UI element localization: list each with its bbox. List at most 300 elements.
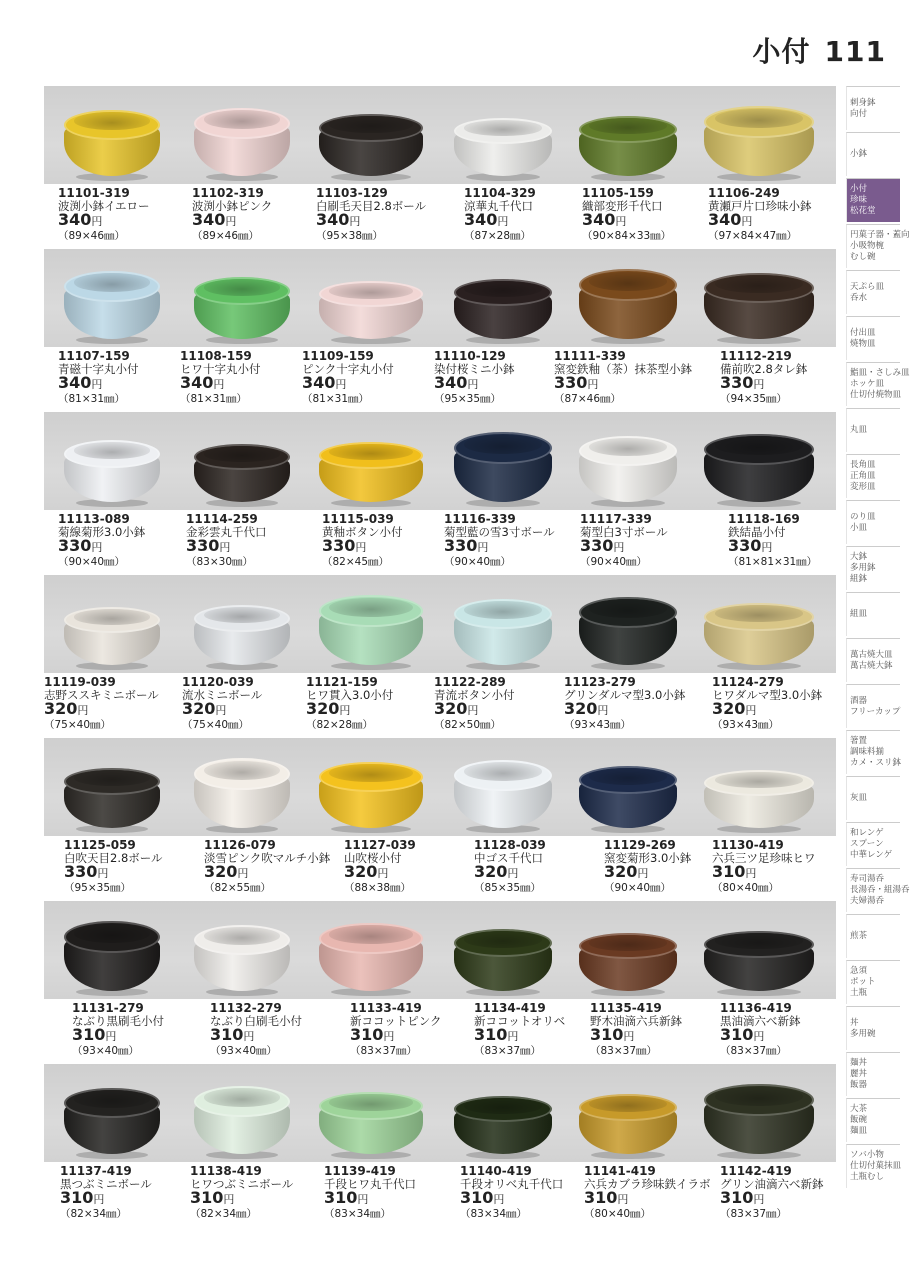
sidebar-tab-label: 多用鉢 — [850, 563, 876, 573]
product-code: 11116-339 — [444, 512, 516, 526]
sidebar-tab-label: 麺皿 — [850, 1126, 868, 1136]
bowl-rim — [704, 770, 814, 796]
sidebar-tab-label: 変形皿 — [850, 482, 876, 492]
bowl-image — [64, 921, 160, 991]
product-code: 11140-419 — [460, 1164, 532, 1178]
bowl-inside — [715, 109, 803, 128]
product-name: 鉄結晶小付 — [728, 524, 786, 539]
sidebar-tab-label: 長湯呑・組湯呑 — [850, 885, 910, 895]
sidebar-tab[interactable] — [846, 960, 900, 1004]
product-info — [580, 513, 668, 568]
photo-band — [44, 86, 836, 184]
bowl-image — [64, 1088, 160, 1154]
product-size: （81×81×31㎜） — [728, 556, 818, 568]
product-name: なぶり黒刷毛小付 — [72, 1013, 164, 1028]
product-name: 新ココットピンク — [350, 1013, 442, 1028]
product-name: 窯変菊形3.0小鉢 — [604, 850, 692, 865]
product-code: 11118-169 — [728, 512, 800, 526]
product-price — [474, 864, 546, 882]
bowl-image — [704, 603, 814, 665]
price-value: 330 — [186, 536, 220, 555]
bowl-inside — [204, 279, 281, 296]
product-size: （87×46㎜） — [554, 393, 622, 405]
product-size: （83×30㎜） — [186, 556, 254, 568]
product-info-row — [44, 184, 836, 249]
price-unit: 円 — [615, 215, 627, 228]
sidebar-tab[interactable] — [846, 822, 900, 866]
product-size: （90×40㎜） — [580, 556, 648, 568]
bowl-image — [64, 271, 160, 339]
product-size: （94×35㎜） — [720, 393, 788, 405]
sidebar-tab[interactable] — [846, 132, 900, 176]
price-value: 320 — [564, 699, 598, 718]
sidebar-tab[interactable] — [846, 270, 900, 314]
product-code: 11119-039 — [44, 675, 116, 689]
product-code: 11103-129 — [316, 186, 388, 200]
product-info — [322, 513, 403, 568]
product-info — [720, 1002, 801, 1057]
price-unit: 円 — [91, 541, 103, 554]
bowl-inside — [329, 764, 412, 782]
product-size: （83×34㎜） — [460, 1208, 528, 1220]
sidebar-tab[interactable] — [846, 684, 900, 728]
bowl-image — [704, 273, 814, 339]
product-code: 11115-039 — [322, 512, 394, 526]
bowl-image — [64, 110, 160, 176]
product-price — [60, 1190, 152, 1208]
bowl-inside — [464, 435, 542, 454]
sidebar-tab-label: 酒器 — [850, 695, 868, 706]
price-value: 320 — [306, 699, 340, 718]
bowl-inside — [204, 446, 281, 462]
product-info-row — [44, 673, 836, 738]
bowl-image — [194, 758, 290, 828]
product-info — [182, 676, 262, 731]
product-price — [564, 701, 685, 719]
price-value: 310 — [590, 1025, 624, 1044]
product-info — [204, 839, 330, 894]
product-info — [72, 1002, 164, 1057]
product-name: 中ゴス千代口 — [474, 850, 543, 865]
product-code: 11110-129 — [434, 349, 506, 363]
sidebar-tab-label: 円菓子器・蓋向 — [850, 230, 910, 240]
product-code: 11133-419 — [350, 1001, 422, 1015]
price-unit: 円 — [105, 1030, 117, 1043]
product-name: 千段オリベ丸千代口 — [460, 1176, 564, 1191]
sidebar-tab-label: 組皿 — [850, 609, 868, 619]
sidebar-tab[interactable] — [846, 914, 900, 958]
price-value: 320 — [474, 862, 508, 881]
product-price — [344, 864, 416, 882]
product-info — [554, 350, 692, 405]
product-size: （83×37㎜） — [720, 1045, 788, 1057]
price-unit: 円 — [93, 1193, 105, 1206]
product-price — [210, 1027, 302, 1045]
product-price — [712, 701, 822, 719]
product-row — [44, 249, 836, 412]
category-index-tabs — [846, 86, 910, 1190]
photo-band — [44, 1064, 836, 1162]
product-code: 11128-039 — [474, 838, 546, 852]
price-unit: 円 — [467, 704, 479, 717]
price-value: 330 — [322, 536, 356, 555]
bowl-image — [64, 607, 160, 665]
bowl-image — [454, 1096, 552, 1154]
product-price — [350, 1027, 442, 1045]
bowl-image — [579, 436, 677, 502]
sidebar-tab[interactable] — [846, 454, 900, 498]
bowl-inside — [715, 1087, 803, 1106]
sidebar-tab[interactable] — [846, 178, 900, 222]
product-price — [728, 538, 817, 556]
bowl-image — [579, 766, 677, 828]
product-code: 11123-279 — [564, 675, 636, 689]
price-unit: 円 — [477, 541, 489, 554]
sidebar-tab[interactable] — [846, 500, 900, 544]
price-value: 310 — [720, 1025, 754, 1044]
product-name: グリンダルマ型3.0小鉢 — [564, 687, 686, 702]
price-unit: 円 — [753, 1030, 765, 1043]
bowl-image — [194, 1086, 290, 1154]
bowl-image — [319, 923, 423, 991]
product-size: （82×34㎜） — [190, 1208, 258, 1220]
price-value: 340 — [464, 210, 498, 229]
product-info-row — [44, 347, 836, 412]
bowl-rim — [579, 116, 677, 143]
bowl-rim — [194, 108, 290, 139]
sidebar-tab-label: 向付 — [850, 108, 868, 119]
product-name: ヒワつぶミニボール — [190, 1176, 294, 1191]
product-price — [590, 1027, 682, 1045]
product-size: （93×40㎜） — [210, 1045, 278, 1057]
bowl-rim — [194, 925, 290, 955]
sidebar-tab[interactable] — [846, 592, 900, 636]
product-price — [58, 538, 145, 556]
product-size: （97×84×47㎜） — [708, 230, 798, 242]
bowl-rim — [454, 279, 552, 306]
product-code: 11130-419 — [712, 838, 784, 852]
product-price — [720, 1027, 801, 1045]
product-size: （75×40㎜） — [182, 719, 250, 731]
product-size: （90×40㎜） — [604, 882, 672, 894]
product-info — [474, 1002, 565, 1057]
product-code: 11111-339 — [554, 349, 626, 363]
price-unit: 円 — [507, 1030, 519, 1043]
price-value: 320 — [344, 862, 378, 881]
sidebar-tab[interactable] — [846, 86, 900, 130]
photo-band — [44, 575, 836, 673]
price-value: 310 — [72, 1025, 106, 1044]
product-name: 波渕小鉢イエロー — [58, 198, 150, 213]
product-name: 淡雪ピンク吹マルチ小鉢 — [204, 850, 331, 865]
bowl-inside — [74, 1090, 151, 1108]
bowl-rim — [194, 1086, 290, 1117]
price-value: 320 — [604, 862, 638, 881]
sidebar-tab[interactable] — [846, 730, 900, 774]
bowl-inside — [715, 772, 803, 788]
product-size: （83×34㎜） — [324, 1208, 392, 1220]
bowl-inside — [464, 601, 542, 619]
bowl-rim — [64, 271, 160, 302]
product-code: 11104-329 — [464, 186, 536, 200]
product-price — [720, 375, 807, 393]
product-row — [44, 575, 836, 738]
bowl-rim — [579, 933, 677, 959]
bowl-inside — [329, 925, 412, 944]
product-code: 11107-159 — [58, 349, 130, 363]
bowl-rim — [194, 277, 290, 305]
sidebar-tab[interactable] — [846, 1098, 900, 1142]
bowl-inside — [589, 935, 667, 951]
sidebar-tab[interactable] — [846, 638, 900, 682]
product-size: （82×50㎜） — [434, 719, 502, 731]
sidebar-tab[interactable] — [846, 546, 900, 590]
product-price — [434, 375, 515, 393]
sidebar-tab-label: 小鉢 — [850, 149, 868, 159]
sidebar-tab[interactable] — [846, 776, 900, 820]
sidebar-tab[interactable] — [846, 1144, 900, 1188]
product-row — [44, 901, 836, 1064]
price-unit: 円 — [223, 1193, 235, 1206]
product-price — [604, 864, 691, 882]
product-code: 11142-419 — [720, 1164, 792, 1178]
product-info — [590, 1002, 682, 1057]
product-catalog — [44, 86, 836, 1227]
product-info — [720, 1165, 824, 1220]
price-unit: 円 — [219, 541, 231, 554]
price-unit: 円 — [741, 215, 753, 228]
product-code: 11113-089 — [58, 512, 130, 526]
product-price — [582, 212, 671, 230]
sidebar-tab-label: 小吸物椀 — [850, 241, 885, 251]
product-price — [58, 212, 150, 230]
bowl-inside — [464, 762, 542, 781]
product-code: 11127-039 — [344, 838, 416, 852]
product-info-row — [44, 836, 836, 901]
sidebar-tab-label: 天ぷら皿 — [850, 281, 885, 292]
photo-band — [44, 738, 836, 836]
price-value: 310 — [60, 1188, 94, 1207]
price-value: 310 — [350, 1025, 384, 1044]
sidebar-tab-label: 大鉢 — [850, 552, 868, 562]
product-info-row — [44, 999, 836, 1064]
product-info — [60, 1165, 152, 1220]
bowl-rim — [454, 118, 552, 144]
product-size: （85×35㎜） — [474, 882, 542, 894]
product-info — [564, 676, 685, 731]
bowl-image — [704, 770, 814, 828]
product-info — [720, 350, 807, 405]
product-name: グリン油滴六べ新鉢 — [720, 1176, 824, 1191]
price-unit: 円 — [745, 704, 757, 717]
sidebar-tab-label: 焼物皿 — [850, 338, 876, 349]
sidebar-tab-label: 土瓶 — [850, 988, 868, 998]
product-size: （82×28㎜） — [306, 719, 374, 731]
price-unit: 円 — [497, 215, 509, 228]
product-code: 11138-419 — [190, 1164, 262, 1178]
product-info — [444, 513, 555, 568]
product-info — [58, 187, 150, 242]
price-value: 330 — [64, 862, 98, 881]
sidebar-tab[interactable] — [846, 224, 910, 268]
price-value: 310 — [460, 1188, 494, 1207]
sidebar-tab-label: 萬古焼大鉢 — [850, 660, 893, 671]
sidebar-tab-label: 和レンゲ — [850, 828, 884, 838]
product-code: 11122-289 — [434, 675, 506, 689]
sidebar-tab[interactable] — [846, 316, 900, 360]
bowl-image — [454, 760, 552, 828]
product-info-row — [44, 1162, 836, 1227]
sidebar-tab-label: 萬古焼大皿 — [850, 649, 893, 660]
price-unit: 円 — [623, 1030, 635, 1043]
product-code: 11121-159 — [306, 675, 378, 689]
sidebar-tab-label: 呑水 — [850, 292, 868, 303]
bowl-inside — [715, 933, 803, 949]
price-value: 310 — [712, 862, 746, 881]
price-value: 310 — [474, 1025, 508, 1044]
price-unit: 円 — [507, 867, 519, 880]
product-info — [210, 1002, 302, 1057]
sidebar-tab-label: 鮨皿・さしみ皿 — [850, 368, 910, 378]
product-price — [584, 1190, 711, 1208]
bowl-image — [194, 444, 290, 502]
price-unit: 円 — [377, 867, 389, 880]
product-price — [322, 538, 403, 556]
product-name: 黄釉ボタン小付 — [322, 524, 403, 539]
sidebar-tab[interactable] — [846, 868, 910, 912]
bowl-rim — [454, 760, 552, 791]
product-code: 11132-279 — [210, 1001, 282, 1015]
product-info — [434, 676, 515, 731]
sidebar-tab[interactable] — [846, 408, 900, 452]
bowl-inside — [589, 118, 667, 134]
product-price — [58, 375, 139, 393]
product-info — [58, 350, 139, 405]
price-value: 310 — [210, 1025, 244, 1044]
product-price — [192, 212, 272, 230]
price-value: 340 — [180, 373, 214, 392]
sidebar-tab-label: 箸置 — [850, 736, 868, 746]
product-price — [460, 1190, 563, 1208]
sidebar-tab[interactable] — [846, 362, 910, 406]
sidebar-tab[interactable] — [846, 1052, 900, 1096]
sidebar-tab-label: 大茶 — [850, 1104, 868, 1114]
sidebar-tab-label: 丸皿 — [850, 425, 868, 435]
product-size: （93×43㎜） — [712, 719, 780, 731]
product-size: （82×34㎜） — [60, 1208, 128, 1220]
product-price — [464, 212, 536, 230]
price-unit: 円 — [753, 378, 765, 391]
product-name: 六兵カブラ珍味鉄イラボ — [584, 1176, 711, 1191]
product-size: （83×37㎜） — [474, 1045, 542, 1057]
product-price — [554, 375, 692, 393]
product-name: 波渕小鉢ピンク — [192, 198, 273, 213]
price-unit: 円 — [225, 215, 237, 228]
product-price — [180, 375, 261, 393]
product-info — [190, 1165, 293, 1220]
product-info — [316, 187, 426, 242]
product-name: 白吹天目2.8ボール — [64, 850, 163, 865]
product-name: 志野ススキミニボール — [44, 687, 159, 702]
sidebar-tab-label: 付出皿 — [850, 327, 876, 338]
bowl-image — [319, 442, 423, 502]
bowl-image — [454, 929, 552, 991]
bowl-inside — [464, 1098, 542, 1114]
sidebar-tab-label: 小付 — [850, 184, 868, 194]
price-value: 320 — [182, 699, 216, 718]
product-size: （83×37㎜） — [720, 1208, 788, 1220]
price-value: 340 — [434, 373, 468, 392]
product-name: 染付桜ミニ小鉢 — [434, 361, 515, 376]
product-code: 11134-419 — [474, 1001, 546, 1015]
bowl-rim — [704, 273, 814, 303]
bowl-inside — [204, 1088, 281, 1107]
price-unit: 円 — [91, 215, 103, 228]
product-name: 涼華丸千代口 — [464, 198, 533, 213]
product-price — [44, 701, 159, 719]
bowl-inside — [329, 1094, 412, 1111]
price-unit: 円 — [597, 704, 609, 717]
product-info — [464, 187, 536, 242]
bowl-image — [319, 595, 423, 665]
bowl-rim — [319, 595, 423, 627]
product-info — [324, 1165, 416, 1220]
price-value: 320 — [204, 862, 238, 881]
product-code: 11112-219 — [720, 349, 792, 363]
price-value: 340 — [582, 210, 616, 229]
product-code: 11135-419 — [590, 1001, 662, 1015]
product-code: 11129-269 — [604, 838, 676, 852]
sidebar-tab-label: 調味料揃 — [850, 747, 885, 757]
product-name: 黄瀬戸片口珍味小鉢 — [708, 198, 812, 213]
product-code: 11139-419 — [324, 1164, 396, 1178]
bowl-inside — [204, 927, 281, 945]
bowl-rim — [64, 768, 160, 795]
bowl-rim — [454, 599, 552, 629]
product-code: 11117-339 — [580, 512, 652, 526]
price-unit: 円 — [349, 215, 361, 228]
bowl-image — [194, 925, 290, 991]
price-value: 330 — [728, 536, 762, 555]
product-name: 黒つぶミニボール — [60, 1176, 152, 1191]
bowl-inside — [74, 924, 151, 943]
product-price — [708, 212, 812, 230]
sidebar-tab-label: 正角皿 — [850, 471, 876, 481]
page-number: 111 — [824, 35, 886, 68]
bowl-rim — [579, 766, 677, 794]
product-price — [712, 864, 816, 882]
product-info — [708, 187, 812, 242]
category-title: 小付 — [752, 35, 811, 68]
product-size: （95×35㎜） — [64, 882, 132, 894]
product-price — [190, 1190, 293, 1208]
bowl-image — [454, 599, 552, 665]
product-size: （82×45㎜） — [322, 556, 390, 568]
bowl-rim — [64, 1088, 160, 1118]
product-row — [44, 412, 836, 575]
product-code: 11114-259 — [186, 512, 258, 526]
product-size: （89×46㎜） — [58, 230, 126, 242]
bowl-image — [579, 269, 677, 339]
product-name: 新ココットオリベ — [474, 1013, 566, 1028]
sidebar-tab[interactable] — [846, 1006, 900, 1050]
sidebar-tab-label: 飯器 — [850, 1080, 868, 1090]
bowl-image — [579, 597, 677, 665]
bowl-inside — [464, 931, 542, 948]
product-size: （83×37㎜） — [590, 1045, 658, 1057]
product-price — [64, 864, 163, 882]
bowl-image — [454, 279, 552, 339]
